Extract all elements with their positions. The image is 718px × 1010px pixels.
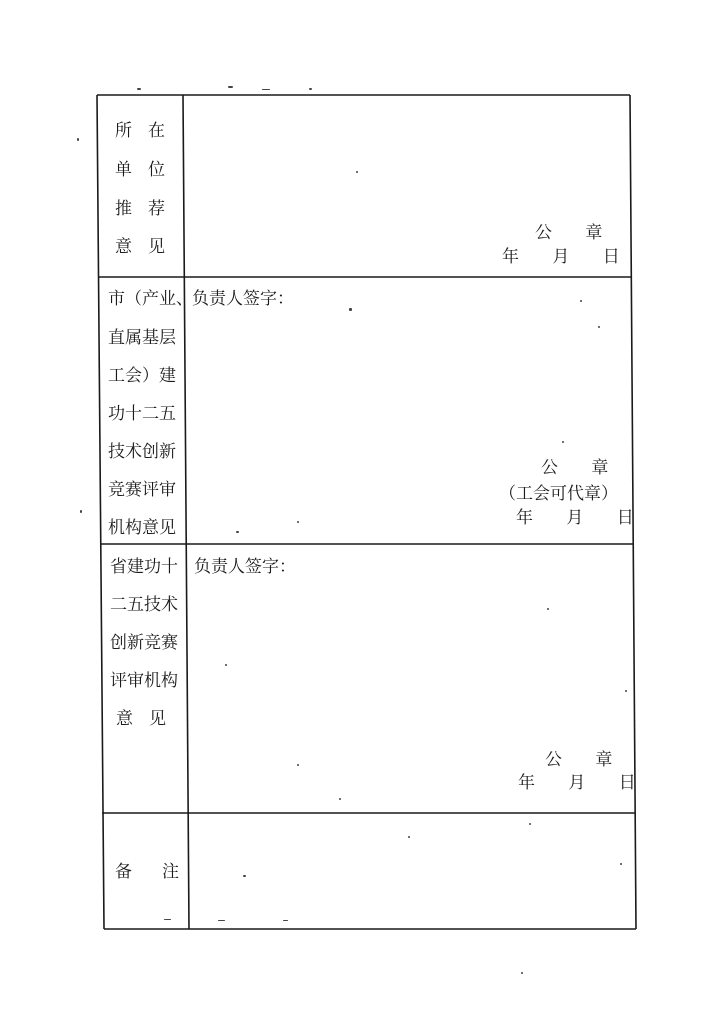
section-2-label-line-4: 功十二五 [108,404,176,424]
section-1-label-line-2: 单位 [115,160,181,180]
section-3-seal: 公 章 [545,750,627,770]
section-2-label-line-7: 机构意见 [108,518,176,538]
section-2-seal: 公 章 [541,458,623,478]
section-3-label-line-4: 评审机构 [110,671,178,691]
section-1-date: 年 月 日 [502,247,634,267]
section-3-date: 年 月 日 [518,773,650,793]
section-3-signature-label: 负责人签字： [194,557,296,577]
section-1-label-line-1: 所在 [115,121,181,141]
section-1-seal: 公 章 [535,223,617,243]
section-3-label-line-3: 创新竞赛 [110,633,178,653]
section-4-label: 备注 [115,862,209,882]
section-3-label-line-5: 意见 [116,709,182,729]
section-2-date: 年 月 日 [516,508,648,528]
section-2-label-line-6: 竞赛评审 [108,480,176,500]
section-2-label-line-1: 市（产业、 [108,289,193,309]
section-2-label-line-3: 工会）建 [108,366,176,386]
section-2-seal-note: （工会可代章） [499,484,618,504]
section-1-label-line-4: 意见 [115,237,181,257]
section-3-label-line-1: 省建功十 [110,557,178,577]
section-3-label-line-2: 二五技术 [110,595,178,615]
section-2-label-line-2: 直属基层 [108,328,176,348]
section-2-signature-label: 负责人签字： [192,289,294,309]
section-1-label-line-3: 推荐 [115,199,181,219]
section-2-label-line-5: 技术创新 [108,442,176,462]
